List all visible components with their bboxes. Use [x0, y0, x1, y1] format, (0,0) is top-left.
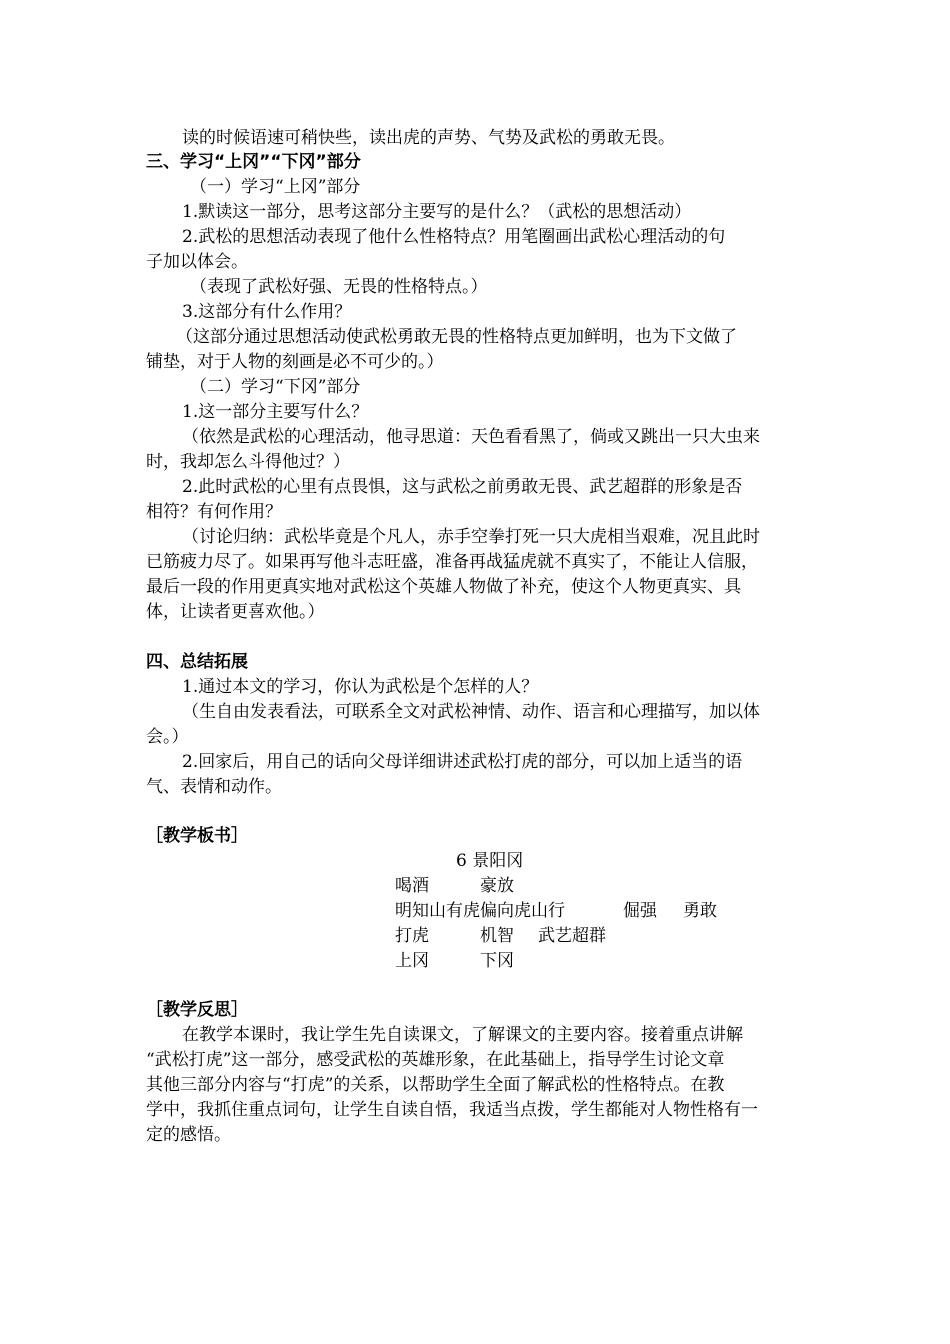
board-item: 明知山有虎偏向虎山行 — [395, 901, 565, 921]
question-line: 2.回家后，用自己的话向父母详细讲述武松打虎的部分，可以加上适当的语 — [182, 752, 743, 772]
paragraph-line: 读的时候语速可稍快些，读出虎的声势、气势及武松的勇敢无畏。 — [182, 128, 675, 148]
question-line: 3.这部分有什么作用？ — [182, 302, 352, 322]
section-heading: 三、学习“上冈”“下冈”部分 — [146, 152, 361, 172]
board-item: 打虎 — [395, 926, 429, 946]
board-item: 下冈 — [480, 951, 514, 971]
blackboard-heading: ［教学板书］ — [146, 826, 248, 846]
paragraph-line: 定的感悟。 — [146, 1125, 231, 1145]
question-line: 1.通过本文的学习，你认为武松是个怎样的人？ — [182, 677, 539, 697]
answer-line: 会。） — [146, 727, 189, 747]
question-line: 相符？有何作用？ — [146, 502, 282, 522]
question-line: 气、表情和动作。 — [146, 777, 282, 797]
answer-line: （依然是武松的心理活动，他寻思道：天色看看黑了，倘或又跳出一只大虫来 — [182, 427, 760, 447]
paragraph-line: “武松打虎”这一部分，感受武松的英雄形象，在此基础上，指导学生讨论文章 — [146, 1050, 725, 1070]
answer-line: （这部分通过思想活动使武松勇敢无畏的性格特点更加鲜明，也为下文做了 — [176, 327, 737, 347]
board-item: 喝酒 — [395, 876, 429, 896]
board-item: 上冈 — [395, 951, 429, 971]
answer-line: （表现了武松好强、无畏的性格特点。） — [190, 277, 488, 297]
board-title: 6 景阳冈 — [456, 851, 524, 871]
subsection-heading: （一）学习“上冈”部分 — [190, 177, 361, 197]
section-heading: 四、总结拓展 — [146, 652, 248, 672]
paragraph-line: 学中，我抓住重点词句，让学生自读自悟，我适当点拨，学生都能对人物性格有一 — [146, 1100, 758, 1120]
answer-line: （讨论归纳：武松毕竟是个凡人，赤手空拳打死一只大虎相当艰难，况且此时 — [182, 527, 760, 547]
board-item: 机智 — [480, 926, 514, 946]
subsection-heading: （二）学习“下冈”部分 — [190, 377, 361, 397]
answer-line: 体，让读者更喜欢他。） — [146, 602, 325, 622]
reflection-heading: ［教学反思］ — [146, 1000, 248, 1020]
paragraph-line: 在教学本课时，我让学生先自读课文，了解课文的主要内容。接着重点讲解 — [182, 1025, 743, 1045]
board-item: 倔强 — [623, 901, 657, 921]
paragraph-line: 其他三部分内容与“打虎”的关系，以帮助学生全面了解武松的性格特点。在教 — [146, 1075, 725, 1095]
answer-line: （生自由发表看法，可联系全文对武松神情、动作、语言和心理描写，加以体 — [182, 702, 760, 722]
question-line: 2.此时武松的心里有点畏惧，这与武松之前勇敢无畏、武艺超群的形象是否 — [182, 477, 743, 497]
board-item: 豪放 — [480, 876, 514, 896]
question-line: 1.默读这一部分，思考这部分主要写的是什么？（武松的思想活动） — [182, 202, 692, 222]
answer-line: 时，我却怎么斗得他过？） — [146, 452, 350, 472]
board-item: 武艺超群 — [538, 926, 606, 946]
answer-line: 已筋疲力尽了。如果再写他斗志旺盛，准备再战猛虎就不真实了，不能让人信服， — [146, 552, 758, 572]
board-item: 勇敢 — [683, 901, 717, 921]
question-line: 1.这一部分主要写什么？ — [182, 402, 369, 422]
answer-line: 铺垫，对于人物的刻画是必不可少的。） — [146, 352, 444, 372]
question-line: 2.武松的思想活动表现了他什么性格特点？用笔圈画出武松心理活动的句 — [182, 227, 726, 247]
answer-line: 最后一段的作用更真实地对武松这个英雄人物做了补充，使这个人物更真实、具 — [146, 577, 741, 597]
question-line: 子加以体会。 — [146, 252, 248, 272]
